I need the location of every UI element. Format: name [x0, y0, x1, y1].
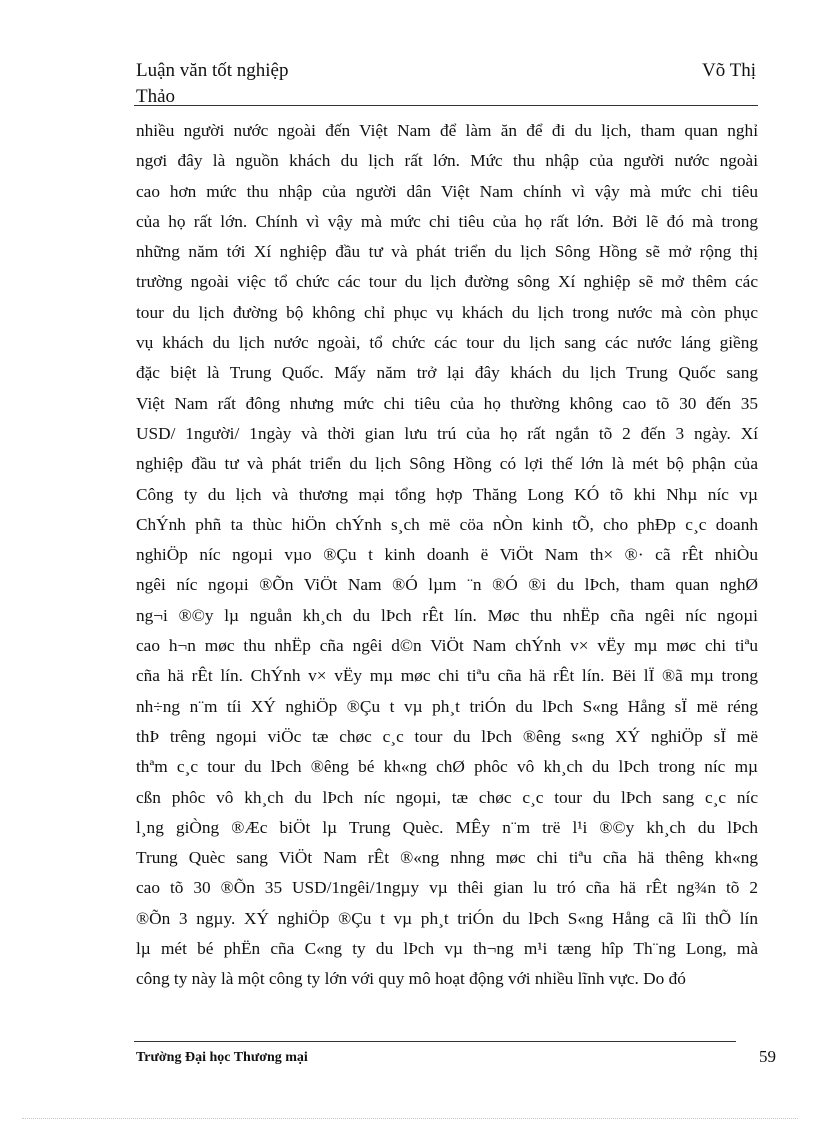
text-line: những năm tới Xí nghiệp đầu tư và phát triển du lịch Sông Hồng sẽ mở rộng thị	[136, 242, 758, 262]
page-edge-divider	[22, 1118, 798, 1119]
body-paragraph	[136, 116, 758, 995]
text-line: nghiệp đầu tư và phát triển du lịch Sông Hồng có lợi thế lớn là mét bộ phận của	[136, 454, 758, 474]
text-line: ngêi níc ngoµi ®Õn ViÖt Nam ®Ó lµm ¨n ®Ó ®i du lÞch, tham quan nghØ	[136, 575, 758, 595]
text-line: tour du lịch đường bộ không chỉ phục vụ khách du lịch trong nước mà còn phục	[136, 302, 758, 322]
page-number: 59	[759, 1047, 776, 1066]
text-line: cßn phôc vô kh¸ch du lÞch níc ngoµi, tæ chøc c¸c tour du lÞch sang c¸c níc	[136, 787, 758, 807]
text-line: cao tõ 30 ®Õn 35 USD/1ngêi/1ngµy vµ thêi gian lu tró cña hä rÊt ng¾n tõ 2	[136, 878, 758, 898]
text-line: đặc biệt là Trung Quốc. Mấy năm trở lại đây khách du lịch Trung Quốc sang	[136, 363, 758, 383]
text-line: ngơi đây là nguồn khách du lịch rất lớn. Mức thu nhập của người nước ngoài	[136, 151, 758, 171]
page-header-left	[136, 58, 289, 110]
text-line: ChÝnh phñ ta thùc hiÖn chÝnh s¸ch më cöa nÒn kinh tÕ, cho phÐp c¸c doanh	[136, 514, 758, 534]
text-line: cao h¬n møc thu nhËp cña ngêi d©n ViÖt Nam chÝnh v× vËy mµ møc chi tiªu	[136, 636, 758, 656]
text-line: ng¬i ®©y lµ nguån kh¸ch du lÞch rÊt lín. Møc thu nhËp cña ngêi níc ngoµi	[136, 605, 758, 625]
text-line: của họ rất lớn. Chính vì vậy mà mức chi tiêu của họ rất lớn. Bởi lẽ đó mà trong	[136, 211, 758, 231]
text-line: nghiÖp níc ngoµi vµo ®Çu t kinh doanh ë ViÖt Nam th× ®· cã rÊt nhiÒu	[136, 545, 758, 565]
text-line: l¸ng giÒng ®Æc biÖt lµ Trung Quèc. MÊy n¨m trë l¹i ®©y kh¸ch du lÞch	[136, 817, 758, 837]
footer-school-name: Trường Đại học Thương mại	[136, 1050, 308, 1065]
text-line: vụ khách du lịch nước ngoài, tổ chức các tour du lịch sang các nước láng giềng	[136, 333, 758, 353]
text-line: nhiều người nước ngoài đến Việt Nam để làm ăn để đi du lịch, tham quan nghỉ	[136, 121, 758, 140]
text-line: Trung Quèc sang ViÖt Nam rÊt ®«ng nhng møc chi tiªu cña hä thêng kh«ng	[136, 848, 758, 868]
author-first-name: Võ Thị	[701, 60, 756, 81]
text-line: USD/ 1người/ 1ngày và thời gian lưu trú của họ rất ngắn tõ 2 đến 3 ngày. Xí	[136, 423, 758, 443]
header-divider	[134, 105, 758, 106]
text-line: cao hơn mức thu nhập của người dân Việt Nam chính vì vậy mà mức chi tiêu	[136, 181, 758, 201]
thesis-title: Luận văn tốt nghiệp	[136, 60, 289, 81]
text-line: trường ngoài việc tổ chức các tour du lịch đường sông Xí nghiệp sẽ mở thêm các	[136, 272, 758, 292]
text-line: Công ty du lịch và thương mại tổng hợp Thăng Long KÓ tõ khi Nhµ níc vµ	[136, 484, 758, 504]
footer-divider	[134, 1041, 736, 1042]
text-line: cña hä rÊt lín. ChÝnh v× vËy mµ møc chi tiªu cña hä rÊt lín. Bëi lÏ ®ã mµ trong	[136, 666, 758, 686]
text-line: ®Õn 3 ngµy. XÝ nghiÖp ®Çu t vµ ph¸t triÓn du lÞch S«ng Hång cã lîi thÕ lín	[136, 908, 758, 928]
text-line: công ty này là một công ty lớn với quy mô hoạt động với nhiều lĩnh vực. Do đó	[136, 969, 686, 989]
text-line: thªm c¸c tour du lÞch ®êng bé kh«ng chØ phôc vô kh¸ch du lÞch trong níc mµ	[136, 757, 758, 777]
text-line: thÞ trêng ngoµi viÖc tæ chøc c¸c tour du lÞch ®êng s«ng XÝ nghiÖp sÏ më	[136, 726, 758, 746]
text-line: lµ mét bé phËn cña C«ng ty du lÞch vµ th¬ng m¹i tæng hîp Th¨ng Long, mà	[136, 939, 758, 959]
text-line: Việt Nam rất đông nhưng mức chi tiêu của họ thường không cao tõ 30 đến 35	[136, 393, 758, 413]
author-last-name: Thảo	[136, 86, 176, 107]
text-line: nh÷ng n¨m tíi XÝ nghiÖp ®Çu t vµ ph¸t triÓn du lÞch S«ng Hång sÏ më réng	[136, 696, 758, 716]
